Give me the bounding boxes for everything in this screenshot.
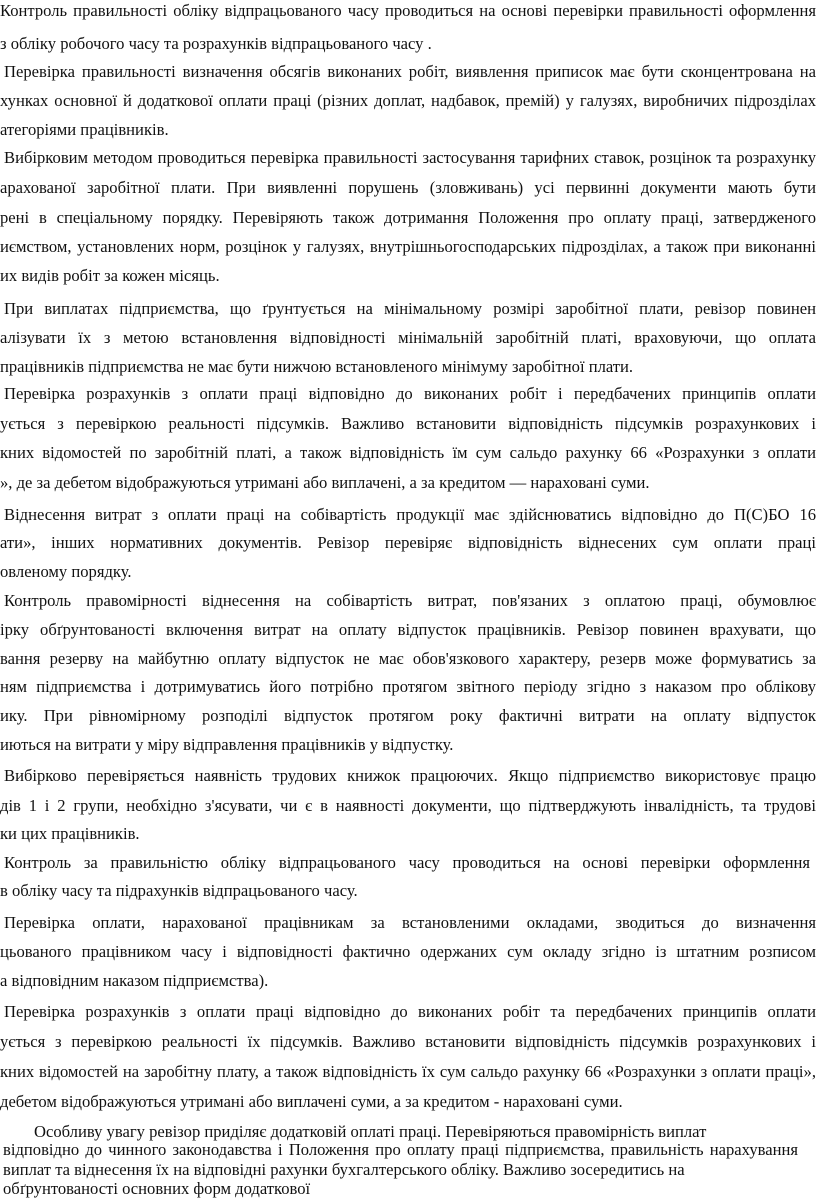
text-line: ику. При рівномірному розподілі відпусток протягом року фактичні витрати на оплату відпусток — [0, 706, 816, 725]
text-line: их видів робіт за кожен місяць. — [0, 266, 220, 285]
text-line: з обліку робочого часу та розрахунків відпрацьованого часу . — [0, 34, 432, 53]
text-line: дебетом відображуються утримані або виплачені суми, а за кредитом - нараховані суми. — [0, 1092, 623, 1111]
text-line: Особливу увагу ревізор приділяє додатковій оплаті праці. Перевіряються правомірність виплат — [34, 1122, 707, 1141]
text-line: ується з перевіркою реальності їх підсумків. Важливо встановити відповідність підсумків розрахункових і — [0, 1032, 816, 1051]
text-line: Контроль за правильністю обліку відпрацьованого часу проводиться на основі перевірки оформлення — [4, 853, 810, 872]
text-line: Контроль правильності обліку відпрацьованого часу проводиться на основі перевірки правильності оформлення — [0, 1, 816, 20]
text-line: Віднесення витрат з оплати праці на собівартість продукції має здійснюватись відповідно до П(С)БО 16 — [4, 505, 816, 524]
text-line: вання резерву на майбутню оплату відпусток не має обов'язкового характеру, резерв може формуватись за — [0, 649, 816, 668]
text-line: Перевірка оплати, нарахованої працівникам за встановленими окладами, зводиться до визначення — [4, 913, 816, 932]
text-line: Вибірковим методом проводиться перевірка правильності застосування тарифних ставок, розцінок та розрахунку — [4, 148, 816, 167]
text-line: обґрунтованості основних форм додаткової — [3, 1179, 311, 1198]
text-line: Вибірково перевіряється наявність трудових книжок працюючих. Якщо підприємство використовує працю — [4, 766, 816, 785]
text-line: а відповідним наказом підприємства). — [0, 971, 269, 990]
text-line: ням підприємства і дотримуватись його потрібно протягом звітного періоду згідно з наказом про облікову — [0, 677, 816, 696]
text-line: рені в спеціальному порядку. Перевіряють також дотримання Положення про оплату праці, затвердженого — [0, 208, 816, 227]
text-line: відповідно до чинного законодавства і Положення про оплату праці підприємства, правильність нарахування — [3, 1140, 798, 1159]
text-line: арахованої заробітної плати. При виявленні порушень (зловживань) усі первинні документи мають бути — [0, 178, 816, 197]
text-line: виплат та віднесення їх на відповідні рахунки бухгалтерського обліку. Важливо зосередитись на — [3, 1160, 685, 1179]
text-line: иємством, установлених норм, розцінок у галузях, внутрішньогосподарських підрозділах, а також при виконанні — [0, 237, 816, 256]
text-line: цьованого працівником часу і відповідності фактично одержаних сум окладу згідно із штатним розписом — [0, 942, 816, 961]
text-line: Контроль правомірності віднесення на собівартість витрат, пов'язаних з оплатою праці, обумовлює — [4, 591, 816, 610]
text-line: кних відомостей на заробітну плату, а також відповідність їх сум сальдо рахунку 66 «Розрахунки з оплати праці», — [0, 1062, 816, 1081]
text-line: », де за дебетом відображуються утримані або виплачені, а за кредитом — нараховані суми. — [0, 473, 650, 492]
text-line: хунках основної й додаткової оплати праці (різних доплат, надбавок, премій) у галузях, виробничих підрозділах — [0, 91, 816, 110]
text-line: кних відомостей по заробітній платі, а також відповідність їм сум сальдо рахунку 66 «Розрахунки з оплати — [0, 443, 816, 462]
text-line: ати», інших нормативних документів. Ревізор перевіряє відповідність віднесених сум оплати праці — [0, 533, 816, 552]
text-line: ки цих працівників. — [0, 824, 140, 843]
text-line: При виплатах підприємства, що ґрунтується на мінімальному розмірі заробітної плати, ревізор повинен — [4, 299, 816, 318]
text-line: иються на витрати у міру відправлення працівників у відпустку. — [0, 735, 454, 754]
text-line: працівників підприємства не має бути нижчою встановленого мінімуму заробітної плати. — [0, 357, 634, 376]
text-line: ірку обґрунтованості включення витрат на оплату відпусток працівників. Ревізор повинен врахувати, що — [0, 620, 816, 639]
text-line: алізувати їх з метою встановлення відповідності мінімальній заробітній платі, враховуючи, що оплата — [0, 328, 816, 347]
text-line: овленому порядку. — [0, 562, 132, 581]
text-line: в обліку часу та підрахунків відпрацьованого часу. — [0, 881, 358, 900]
text-line: дів 1 і 2 групи, необхідно з'ясувати, чи є в наявності документи, що підтверджують інвалідність, та трудові — [0, 796, 816, 815]
text-line: Перевірка розрахунків з оплати праці відповідно до виконаних робіт і передбачених принципів оплати — [4, 384, 816, 403]
text-line: атегоріями працівників. — [0, 120, 169, 139]
text-line: Перевірка правильності визначення обсягів виконаних робіт, виявлення приписок має бути сконцентрована на — [4, 62, 816, 81]
text-line: Перевірка розрахунків з оплати праці відповідно до виконаних робіт та передбачених принципів оплати — [4, 1002, 816, 1021]
text-line: ується з перевіркою реальності підсумків. Важливо встановити відповідність підсумків розрахункових і — [0, 414, 816, 433]
